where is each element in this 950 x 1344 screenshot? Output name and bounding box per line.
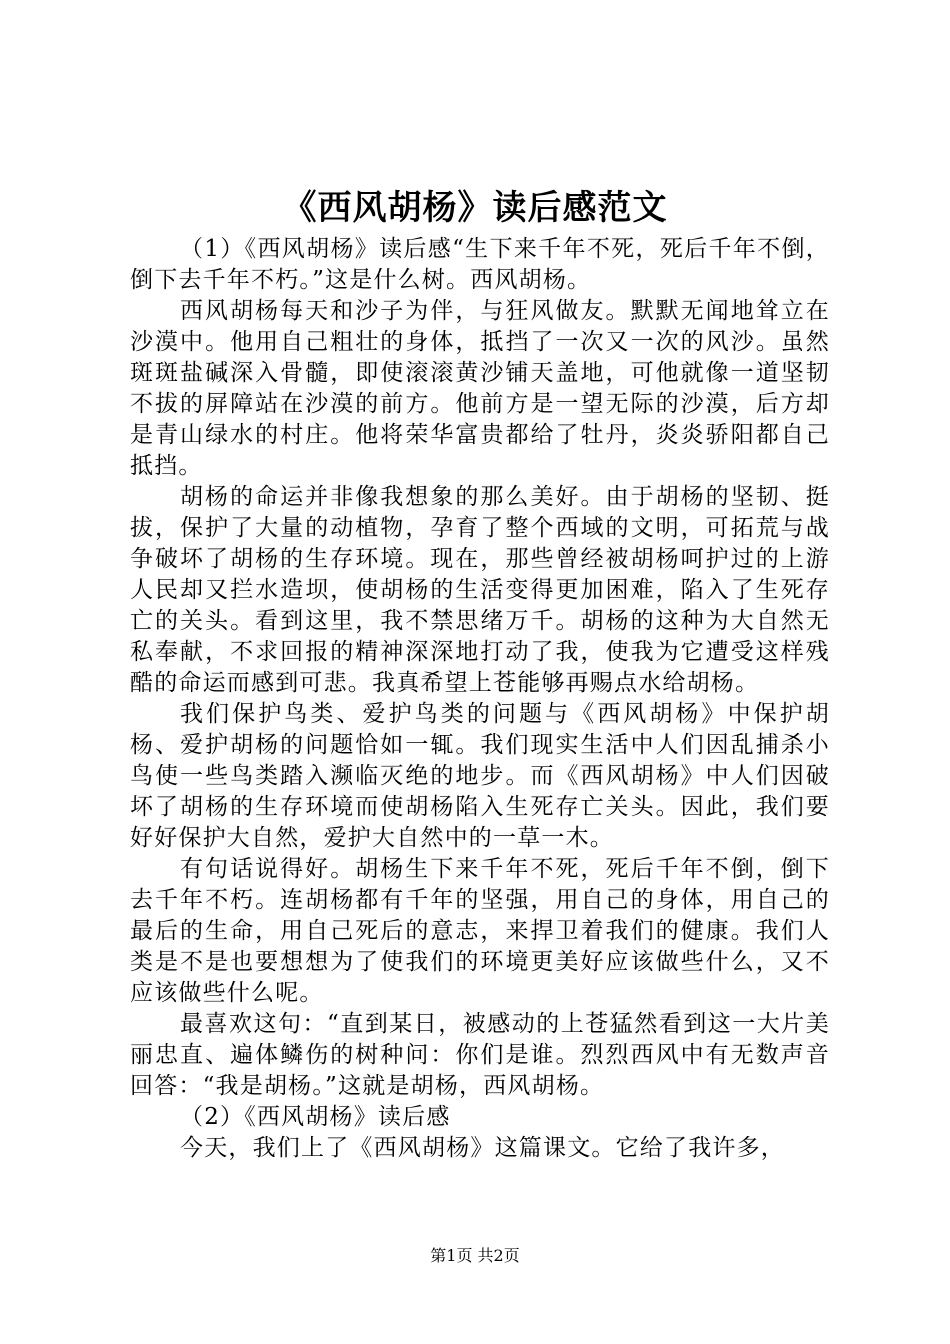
paragraph-7-heading: （2）《西风胡杨》读后感 [180, 1104, 451, 1130]
paragraph-3: 胡杨的命运并非像我想象的那么美好。由于胡杨的坚韧、挺拔，保护了大量的动植物，孕育了整个西域的文明，可拓荒与战争破坏了胡杨的生存环境。现在，那些曾经被胡杨呵护过的上游人民却又拦水造坝，使胡杨的生活变得更加困难，陷入了生死存亡的关头。看到这里，我不禁思绪万千。胡杨的这种为大自然无私奉献，不求回报的精神深深地打动了我，使我为它遭受这样残酷的命运而感到可悲。我真希望上苍能够再赐点水给胡杨。 [130, 484, 830, 696]
paragraph-4: 我们保护鸟类、爱护鸟类的问题与《西风胡杨》中保护胡杨、爱护胡杨的问题恰如一辄。我们现实生活中人们因乱捕杀小鸟使一些鸟类踏入濒临灭绝的地步。而《西风胡杨》中人们因破坏了胡杨的生存环境而使胡杨陷入生死存亡关头。因此，我们要好好保护大自然，爱护大自然中的一草一木。 [130, 701, 830, 851]
document-title: 《西风胡杨》读后感范文 [282, 188, 668, 228]
document-body [130, 234, 830, 1164]
paragraph-8: 今天，我们上了《西风胡杨》这篇课文。它给了我许多， [180, 1135, 785, 1161]
paragraph-1: （1）《西风胡杨》读后感“生下来千年不死，死后千年不倒，倒下去千年不朽。”这是什么树。西风胡杨。 [130, 236, 830, 293]
paragraph-5: 有句话说得好。胡杨生下来千年不死，死后千年不倒，倒下去千年不朽。连胡杨都有千年的坚强，用自己的身体，用自己的最后的生命，用自己死后的意志，来捍卫着我们的健康。我们人类是不是也要想想为了使我们的环境更美好应该做些什么，又不应该做些什么呢。 [130, 856, 830, 1006]
page-number-footer: 第1页 共2页 [430, 1246, 520, 1265]
paragraph-6: 最喜欢这句：“直到某日，被感动的上苍猛然看到这一大片美丽忠直、遍体鳞伤的树种问：你们是谁。烈烈西风中有无数声音回答：“我是胡杨。”这就是胡杨，西风胡杨。 [130, 1011, 830, 1099]
paragraph-2: 西风胡杨每天和沙子为伴，与狂风做友。默默无闻地耸立在沙漠中。他用自己粗壮的身体，抵挡了一次又一次的风沙。虽然斑斑盐碱深入骨髓，即使滚滚黄沙铺天盖地，可他就像一道坚韧不拔的屏障站在沙漠的前方。他前方是一望无际的沙漠，后方却是青山绿水的村庄。他将荣华富贵都给了牡丹，炎炎骄阳都自己抵挡。 [130, 298, 830, 479]
